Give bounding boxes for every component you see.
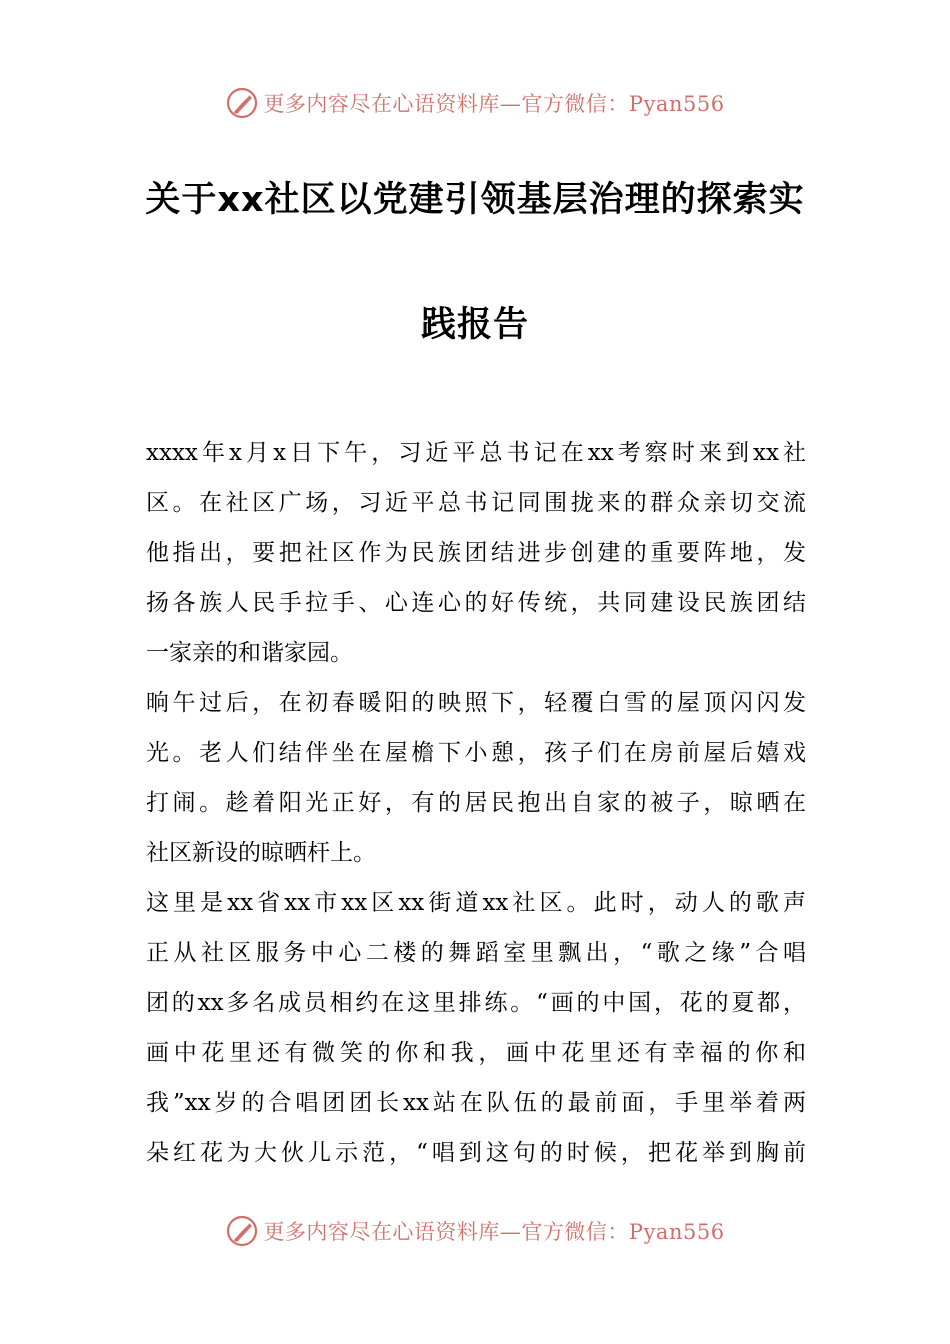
body-line: 画中花里还有微笑的你和我，画中花里还有幸福的你和 (146, 1040, 806, 1066)
body-line: 社区新设的晾晒杆上。 (146, 840, 376, 866)
body-line: 一家亲的和谐家园。 (146, 640, 353, 666)
body-line: 团的xx多名成员相约在这里排练。“画的中国，花的夏都， (146, 990, 806, 1016)
watermark-bottom (0, 1209, 950, 1253)
body-line: 正从社区服务中心二楼的舞蹈室里飘出，“歌之缘”合唱 (146, 940, 806, 966)
document-body (146, 428, 806, 1178)
body-line: 光。老人们结伴坐在屋檐下小憩，孩子们在房前屋后嬉戏 (146, 740, 806, 766)
body-line: 晌午过后，在初春暖阳的映照下，轻覆白雪的屋顶闪闪发 (146, 690, 806, 716)
body-line: 他指出，要把社区作为民族团结进步创建的重要阵地，发 (146, 540, 806, 566)
body-line: 扬各族人民手拉手、心连心的好传统，共同建设民族团结 (146, 590, 806, 616)
quill-logo-icon (225, 86, 259, 120)
body-line: 朵红花为大伙儿示范，“唱到这句的时候，把花举到胸前 (146, 1140, 806, 1166)
watermark-top (0, 81, 950, 125)
document-title-line-1: 关于xx社区以党建引领基层治理的探索实 (145, 180, 805, 220)
watermark-text: 更多内容尽在心语资料库—官方微信：Pyan556 (263, 92, 725, 116)
body-line: 打闹。趁着阳光正好，有的居民抱出自家的被子，晾晒在 (146, 790, 806, 816)
document-title-line-2: 践报告 (420, 305, 529, 345)
body-line: 我”xx岁的合唱团团长xx站在队伍的最前面，手里举着两 (146, 1090, 806, 1116)
quill-logo-icon (225, 1214, 259, 1248)
body-line: 这里是xx省xx市xx区xx街道xx社区。此时，动人的歌声 (146, 890, 806, 916)
body-line: 区。在社区广场，习近平总书记同围拢来的群众亲切交流 (146, 490, 806, 516)
watermark-text: 更多内容尽在心语资料库—官方微信：Pyan556 (263, 1220, 725, 1244)
body-line: xxxx年x月x日下午，习近平总书记在xx考察时来到xx社 (146, 440, 806, 466)
